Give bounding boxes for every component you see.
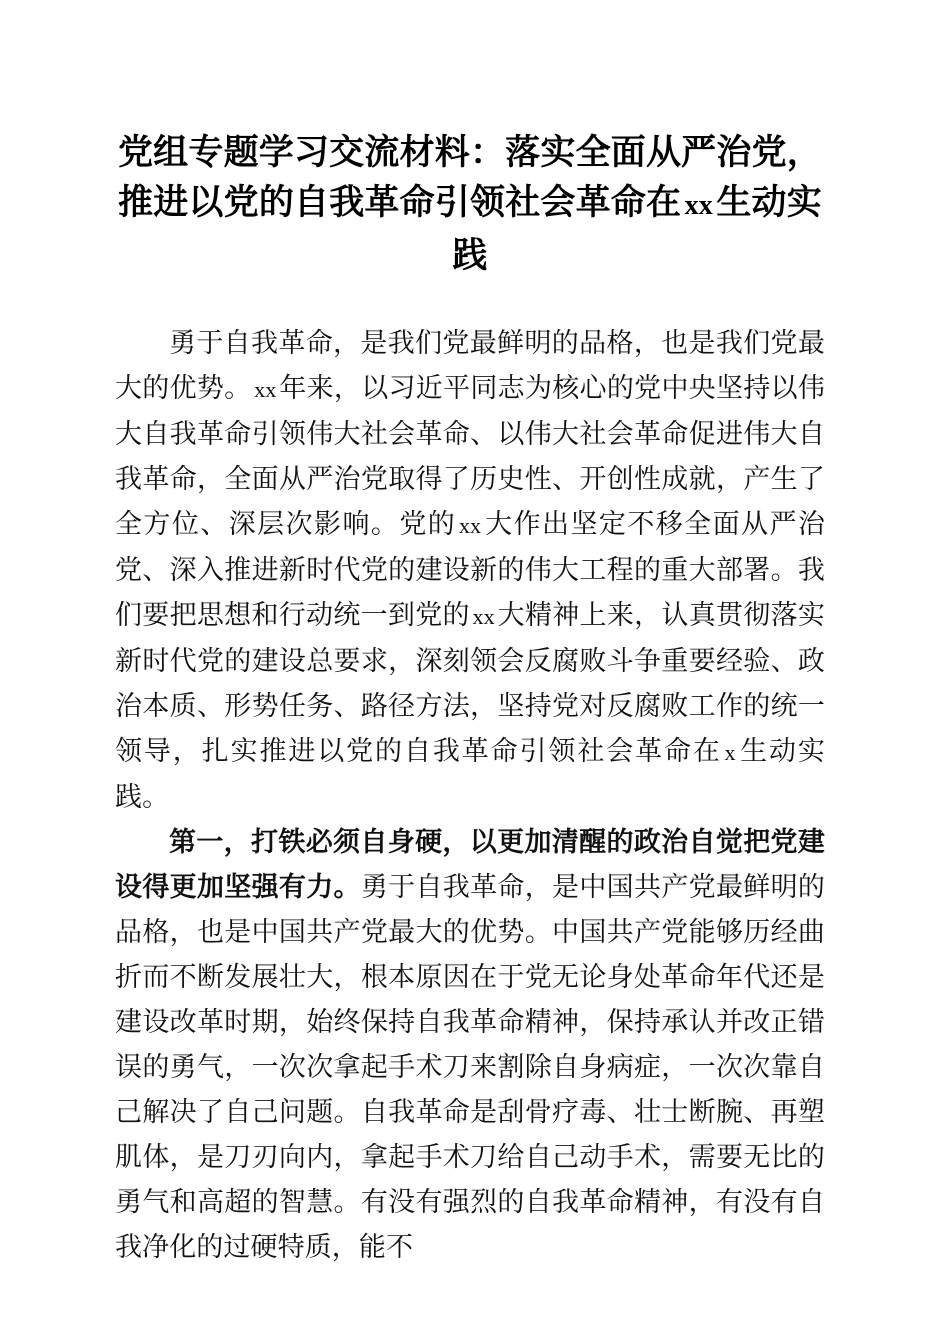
text-run: 勇于自我革命，是中国共产党最鲜明的品格，也是中国共产党最大的优势。中国共产党能够历经曲折而不断发展壮大，根本原因在于党无论身处革命年代还是建设改革时期，始终保持自我革命精神，保持承认并改正错误的勇气，一次次拿起手术刀来割除自身病症，一次次靠自己解决了自己问题。自我革命是刮骨疗毒、壮士断腕、再塑肌体，是刀刃向内，拿起手术刀给自己动手术，需要无比的勇气和高超的智慧。有没有强烈的自我革命精神，有没有自我净化的过硬特质，能不: [115, 872, 825, 1263]
text-run: 勇于自我革命，是我们党最鲜明的品格，也是我们党最大的优势。: [115, 328, 825, 404]
page-title-segment-3: 生动实践: [452, 183, 822, 275]
paragraph-2-heading-run: 第一，打铁必须自身硬，以更加清醒的政治自觉把党建设得更加坚强有力。: [115, 827, 825, 903]
paragraph-2: [115, 820, 825, 1270]
document-body: [115, 0, 825, 1270]
placeholder-x: x: [724, 740, 736, 765]
text-run: 生动实践。: [115, 736, 825, 813]
page-title-placeholder-xx: xx: [684, 190, 713, 221]
placeholder-xx: xx: [458, 513, 482, 538]
placeholder-xx: xx: [472, 604, 495, 629]
placeholder-xx: xx: [254, 377, 277, 402]
text-run: 年来，以习近平同志为核心的党中央坚持以伟大自我革命引领伟大社会革命、以伟大社会革命促进伟大自我革命，全面从严治党取得了历史性、开创性成就，产生了全方位、深层次影响。党的: [115, 373, 826, 540]
page-title-segment-2: 推进以党的自我革命引领社会革命在: [118, 183, 682, 222]
paragraph-1: [115, 321, 825, 820]
page-title-segment-1: 党组专题学习交流材料：落实全面从严治党，: [117, 133, 822, 172]
page-title: [115, 0, 825, 281]
text-run: 大作出坚定不移全面从严治党、深入推进新时代党的建设新的伟大工程的重大部署。我们要把思想和行动统一到党的: [115, 509, 826, 631]
text-run: 大精神上来，认真贯彻落实新时代党的建设总要求，深刻领会反腐败斗争重要经验、政治本质、形势任务、路径方法，坚持党对反腐败工作的统一领导，扎实推进以党的自我革命引领社会革命在: [115, 600, 825, 767]
